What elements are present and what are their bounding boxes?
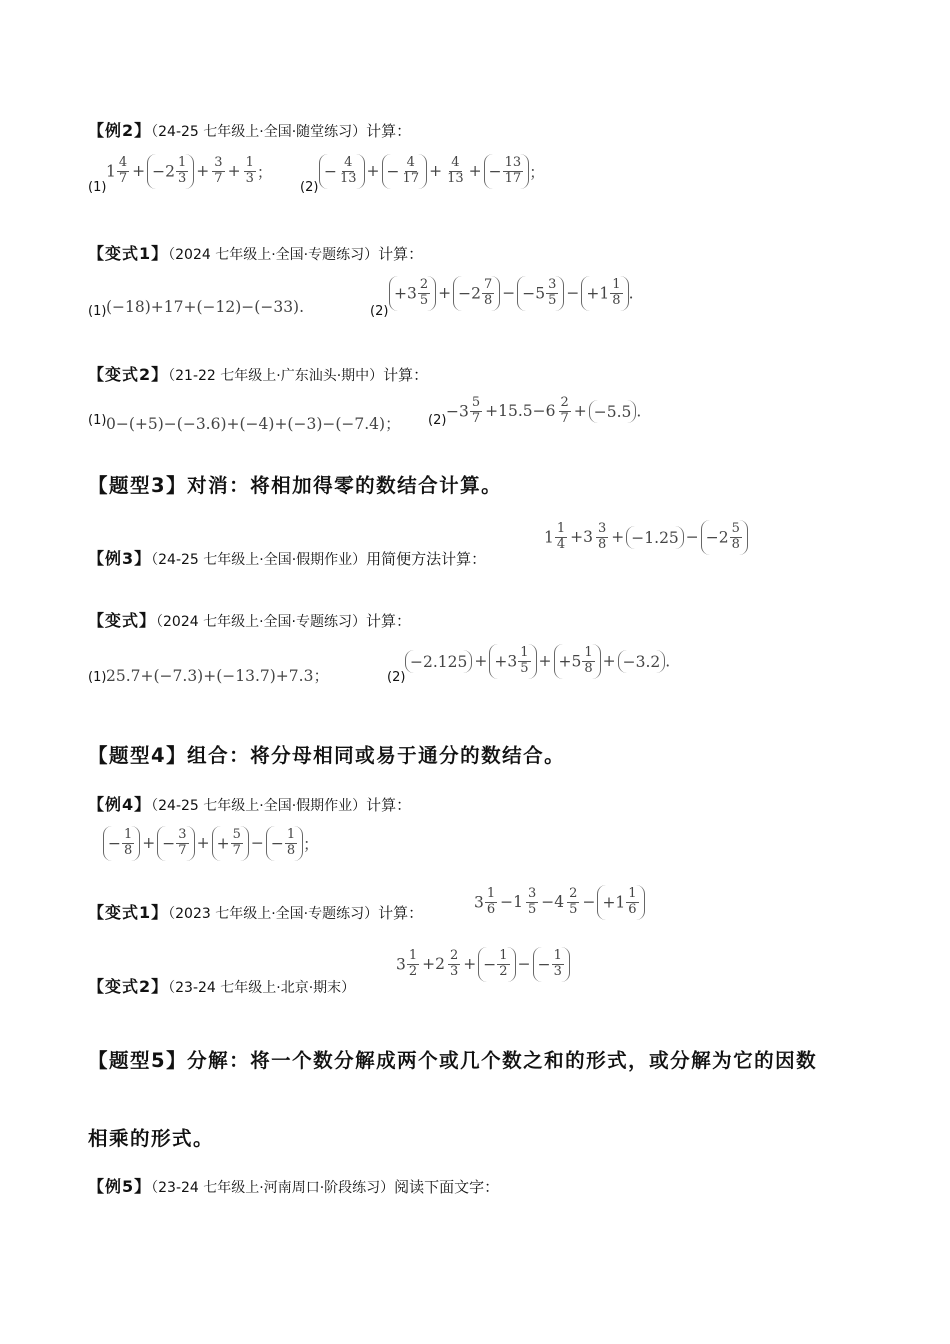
example-4-header [88, 792, 411, 815]
problem-number: (1) [88, 304, 107, 319]
source-note: （24-25 七年级上·全国·随堂练习） [151, 124, 367, 140]
example-label: 【例3】 [88, 549, 152, 568]
variant-label: 【变式2】 [88, 365, 169, 384]
variant-label: 【变式】 [88, 611, 157, 630]
math-expression: − $\frac{1}{8}$ + − $\frac{3}{7}$ + + $\frac{5}{7}$ − − $\frac{1}{8}$ ； [103, 826, 319, 861]
section-heading: 【题型3】对消：将相加得零的数结合计算。 [88, 474, 503, 497]
expression-text: 0−(+5)−(−3.6)+(−4)+(−3)−(−7.4) [106, 415, 386, 433]
math-expression [106, 664, 329, 686]
instruction: 用简便方法计算： [366, 550, 487, 568]
section-heading: 【题型5】分解：将一个数分解成两个或几个数之和的形式，或分解为它的因数 [88, 1049, 818, 1072]
punctuation: . [628, 284, 634, 303]
problem-number: (1) [88, 180, 107, 195]
problem-number: (1) [88, 413, 107, 428]
source-note: （23-24 七年级上·河南周口·阶段练习） [151, 1180, 395, 1196]
math-expression: −3 $\frac{5}{7}$ +15.5−6 $\frac{2}{7}$ + −5.5 . [446, 395, 642, 426]
source-note: （2024 七年级上·全国·专题练习） [168, 247, 379, 263]
math-expression: 3 $\frac{1}{2}$ +2 $\frac{2}{3}$ + − $\frac{1}{2}$ − − $\frac{1}{3}$ [396, 947, 570, 982]
section-heading-continued: 相乘的形式。 [88, 1127, 215, 1150]
math-expression [106, 412, 401, 434]
math-expression: +3 $\frac{2}{5}$ + −2 $\frac{7}{8}$ − −5 $\frac{3}{5}$ − +1 $\frac{1}{8}$ . [389, 276, 634, 311]
source-note: （2023 七年级上·全国·专题练习） [168, 906, 379, 922]
example-label: 【例4】 [88, 795, 152, 814]
source-note: （2024 七年级上·全国·专题练习） [156, 614, 366, 630]
variant-label: 【变式1】 [88, 244, 169, 263]
punctuation: ； [385, 415, 401, 433]
math-expression: 1 $\frac{1}{4}$ +3 $\frac{3}{8}$ + −1.25 − −2 $\frac{5}{8}$ [544, 520, 748, 555]
variant-header [88, 608, 411, 631]
math-expression [106, 298, 304, 316]
source-note: （23-24 七年级上·北京·期末） [168, 980, 356, 996]
instruction: 计算： [383, 366, 429, 384]
punctuation: ； [529, 163, 545, 182]
variant-1-header [88, 241, 423, 264]
example-5-header [88, 1174, 499, 1197]
punctuation: ； [303, 835, 319, 854]
problem-number: (1) [88, 670, 107, 685]
variant-2-header [88, 362, 428, 385]
expression-text: (−18)+17+(−12)−(−33) [106, 298, 300, 316]
problem-number: (2) [300, 180, 319, 195]
source-note: （21-22 七年级上·广东汕头·期中） [168, 368, 384, 384]
variant-1-header [88, 900, 423, 923]
variant-label: 【变式2】 [88, 977, 169, 996]
instruction: 计算： [366, 612, 412, 630]
math-expression: − $\frac{4}{13}$ + − $\frac{4}{17}$ + $\frac{4}{13}$ + − $\frac{13}{17}$ ； [319, 154, 545, 189]
math-expression: 3 $\frac{1}{6}$ −1 $\frac{3}{5}$ −4 $\frac{2}{5}$ − +1 $\frac{1}{6}$ [474, 885, 645, 920]
example-label: 【例2】 [88, 121, 152, 140]
punctuation: ； [256, 163, 273, 182]
punctuation: ； [313, 667, 329, 685]
section-heading: 【题型4】组合：将分母相同或易于通分的数结合。 [88, 744, 566, 767]
instruction: 阅读下面文字： [394, 1178, 500, 1196]
variant-label: 【变式1】 [88, 903, 169, 922]
instruction: 计算： [366, 122, 412, 140]
example-3-header [88, 546, 486, 569]
instruction: 计算： [378, 904, 424, 922]
expression-text: 25.7+(−7.3)+(−13.7)+7.3 [106, 667, 314, 685]
problem-number: (2) [387, 670, 406, 685]
problem-number: (2) [428, 413, 447, 428]
example-label: 【例5】 [88, 1177, 152, 1196]
instruction: 计算： [378, 245, 424, 263]
variant-2-header [88, 974, 355, 997]
source-note: （24-25 七年级上·全国·假期作业） [151, 552, 367, 568]
source-note: （24-25 七年级上·全国·假期作业） [151, 798, 367, 814]
problem-number: (2) [370, 304, 389, 319]
punctuation: . [299, 298, 305, 316]
example-2-header [88, 118, 411, 141]
punctuation: . [665, 652, 671, 671]
math-expression: −2.125 + +3 $\frac{1}{5}$ + +5 $\frac{1}{8}$ + −3.2 . [405, 644, 670, 679]
math-expression: 1 $\frac{4}{7}$ + −2 $\frac{1}{3}$ + $\frac{3}{7}$ + $\frac{1}{3}$ ； [106, 154, 272, 189]
instruction: 计算： [366, 796, 412, 814]
punctuation: . [636, 402, 642, 421]
